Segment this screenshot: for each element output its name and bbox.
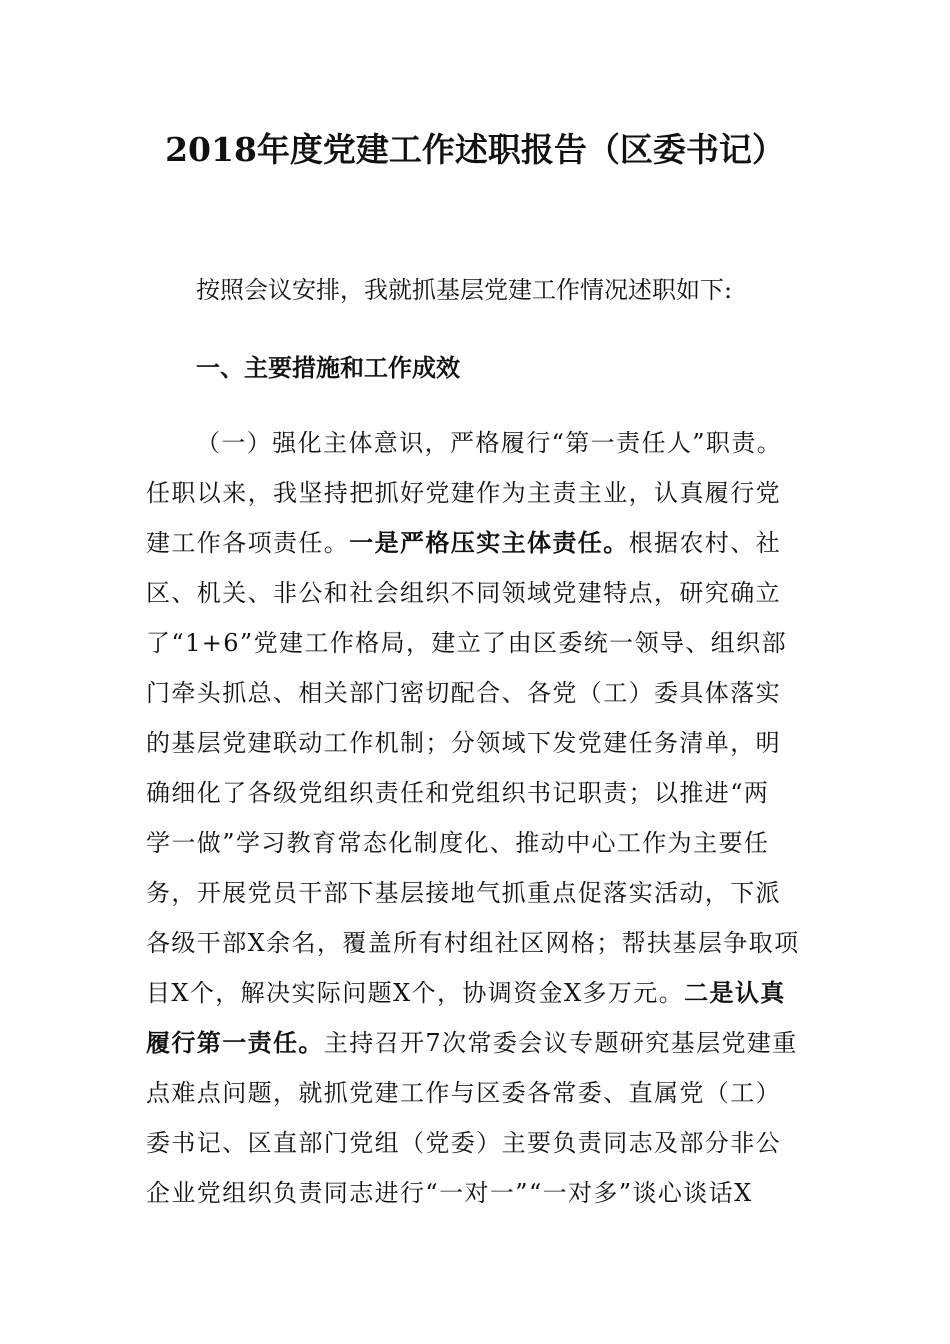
body-line — [146, 418, 836, 468]
text-segment: 各级干部X余名，覆盖所有村组社区网格；帮扶基层争取项 — [146, 929, 800, 957]
body-line — [146, 868, 836, 918]
text-segment: （一）强化主体意识，严格履行“第一责任人”职责。 — [196, 429, 783, 457]
bold-phrase: 二是认真 — [684, 978, 786, 1007]
body-line — [146, 918, 836, 968]
body-line — [146, 1018, 836, 1068]
text-segment: 学一做”学习教育常态化制度化、推动中心工作为主要任 — [146, 829, 770, 857]
body-line — [146, 618, 836, 668]
body-line — [146, 568, 836, 618]
text-segment: 建工作各项责任。 — [146, 529, 350, 557]
intro-paragraph: 按照会议安排，我就抓基层党建工作情况述职如下: — [196, 276, 733, 304]
body-line — [146, 1068, 836, 1118]
body-line — [146, 1168, 836, 1218]
text-segment: 区、机关、非公和社会组织不同领域党建特点，研究确立 — [146, 579, 781, 607]
text-segment: 门牵头抓总、相关部门密切配合、各党（工）委具体落实 — [146, 679, 781, 707]
text-segment: 的基层党建联动工作机制；分领域下发党建任务清单，明 — [146, 729, 781, 757]
text-segment: 根据农村、社 — [628, 529, 782, 557]
body-paragraph — [146, 418, 836, 1218]
body-line — [146, 518, 836, 568]
bold-phrase: 履行第一责任。 — [146, 1028, 324, 1057]
text-segment: 目X个，解决实际问题X个，协调资金X多万元。 — [146, 979, 685, 1007]
section-heading: 一、主要措施和工作成效 — [196, 354, 460, 382]
body-line — [146, 718, 836, 768]
body-line — [146, 818, 836, 868]
text-segment: 委书记、区直部门党组（党委）主要负责同志及部分非公 — [146, 1129, 781, 1157]
bold-phrase: 一是严格压实主体责任。 — [349, 528, 629, 557]
text-segment: 点难点问题，就抓党建工作与区委各常委、直属党（工） — [146, 1079, 781, 1107]
body-line — [146, 968, 836, 1018]
body-line — [146, 1118, 836, 1168]
text-segment: 了“1+6”党建工作格局，建立了由区委统一领导、组织部 — [146, 629, 787, 657]
text-segment: 企业党组织负责同志进行“一对一”“一对多”谈心谈话X — [146, 1179, 753, 1207]
document-title: 2018年度党建工作述职报告（区委书记） — [165, 130, 785, 169]
body-line — [146, 668, 836, 718]
body-line — [146, 468, 836, 518]
text-segment: 确细化了各级党组织责任和党组织书记职责；以推进“两 — [146, 779, 770, 807]
text-segment: 主持召开7次常委会议专题研究基层党建重 — [323, 1029, 798, 1057]
text-segment: 任职以来，我坚持把抓好党建作为主责主业，认真履行党 — [146, 479, 781, 507]
body-line — [146, 768, 836, 818]
text-segment: 务，开展党员干部下基层接地气抓重点促落实活动，下派 — [146, 879, 781, 907]
